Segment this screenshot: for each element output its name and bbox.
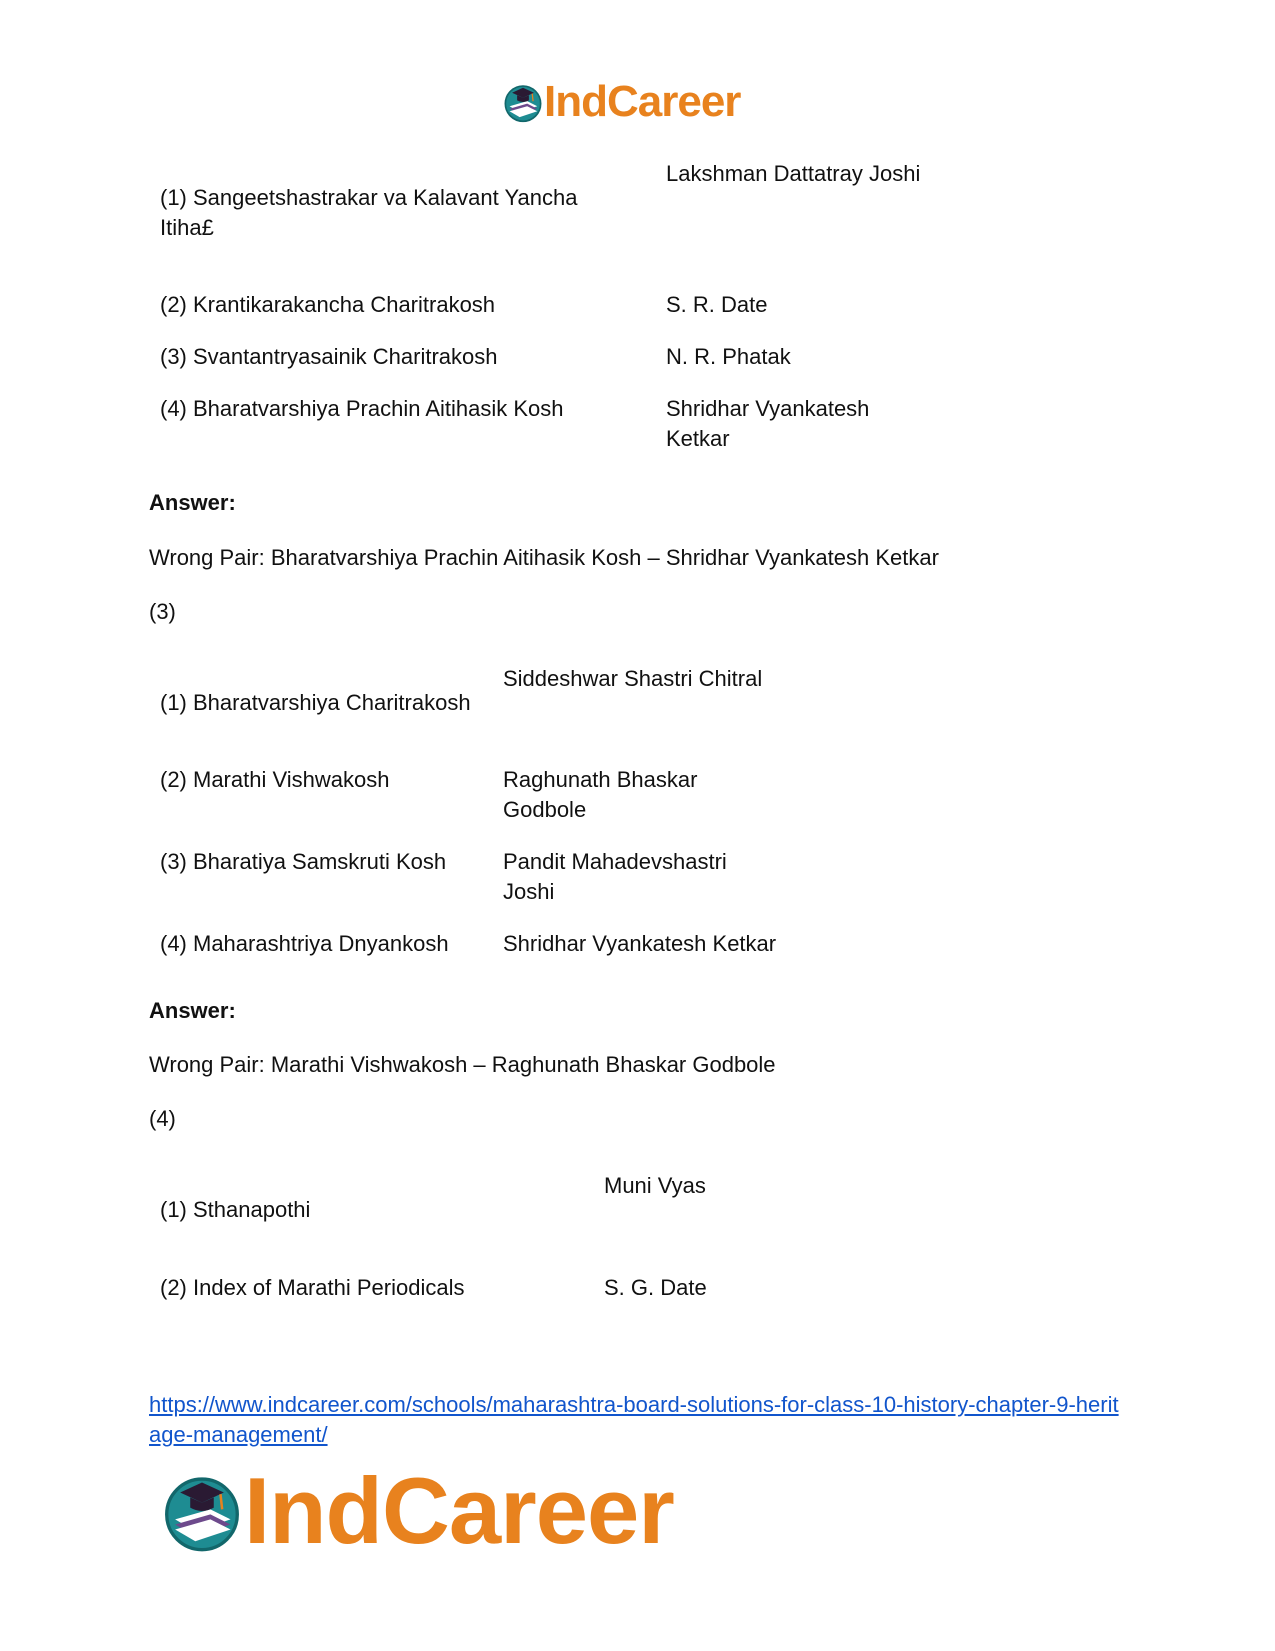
table1-row1-left: (1) Sangeetshastrakar va Kalavant Yancha Itiha£ (160, 185, 578, 240)
table1-row2-right: S. R. Date (666, 292, 768, 317)
table2-row4-left: (4) Maharashtriya Dnyankosh (160, 931, 449, 956)
table1-row3-right: N. R. Phatak (666, 344, 791, 369)
table1-row4-right: Shridhar Vyankatesh Ketkar (666, 396, 870, 451)
answer2-label: Answer: (149, 998, 236, 1023)
answer1-label: Answer: (149, 490, 236, 515)
table2-row2-right: Raghunath Bhaskar Godbole (503, 767, 698, 822)
table2-row1-left: (1) Bharatvarshiya Charitrakosh (160, 690, 471, 715)
graduation-book-icon (160, 1469, 244, 1553)
footer-logo (160, 1458, 674, 1563)
table2-row3-left: (3) Bharatiya Samskruti Kosh (160, 849, 447, 874)
question3-label: (3) (149, 599, 176, 624)
table1-row4-left: (4) Bharatvarshiya Prachin Aitihasik Kosh (160, 396, 564, 421)
table3-row2-left: (2) Index of Marathi Periodicals (160, 1275, 465, 1300)
brand-wordmark: IndCareer (544, 77, 741, 126)
table3-row1-right: Muni Vyas (604, 1173, 706, 1198)
table1-row3-left: (3) Svantantryasainik Charitrakosh (160, 344, 498, 369)
table2-row1-right: Siddeshwar Shastri Chitral (503, 666, 763, 691)
table2-row3-right: Pandit Mahadevshastri Joshi (503, 849, 727, 904)
answer1-text: Wrong Pair: Bharatvarshiya Prachin Aitihasik Kosh – Shridhar Vyankatesh Ketkar (149, 545, 939, 570)
brand-wordmark: IndCareer (244, 1458, 674, 1563)
source-link[interactable]: https://www.indcareer.com/schools/maharashtra-board-solutions-for-class-10-history-chapter-9-heritage-management/ (149, 1392, 1119, 1447)
answer2-text: Wrong Pair: Marathi Vishwakosh – Raghunath Bhaskar Godbole (149, 1052, 776, 1077)
table2-row4-right: Shridhar Vyankatesh Ketkar (503, 931, 777, 956)
table1-row1-right: Lakshman Dattatray Joshi (666, 161, 921, 186)
table3-row1-left: (1) Sthanapothi (160, 1197, 311, 1222)
table1-row2-left: (2) Krantikarakancha Charitrakosh (160, 292, 496, 317)
header-logo (502, 78, 740, 126)
question4-label: (4) (149, 1106, 176, 1131)
graduation-book-icon (502, 81, 544, 123)
table3-row2-right: S. G. Date (604, 1275, 707, 1300)
table2-row2-left: (2) Marathi Vishwakosh (160, 767, 390, 792)
